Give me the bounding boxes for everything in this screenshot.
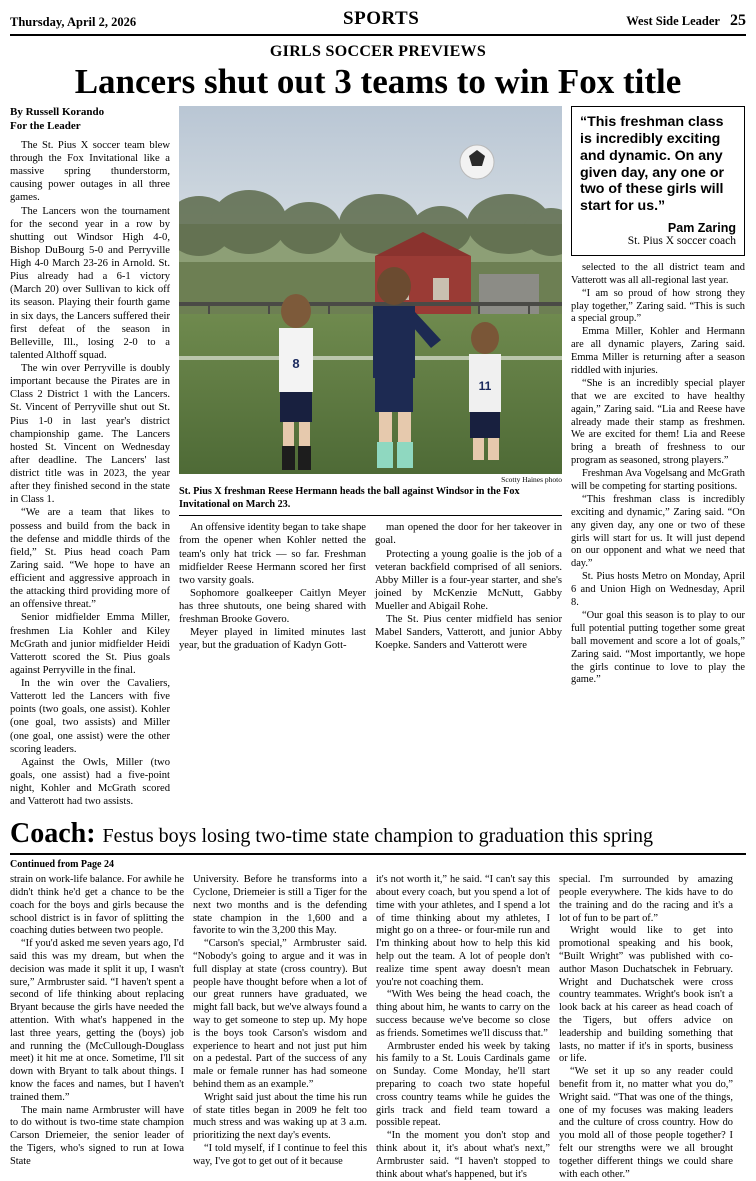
article-column-mid-b [375, 521, 562, 652]
paragraph: “I told myself, if I continue to feel this way, I've got to get out of it because [193, 1143, 367, 1167]
masthead-rule [10, 34, 746, 36]
paragraph: “Our goal this season is to play to our full potential putting together some great ball movement and score a lot of goals,” Zaring said. “Most importantly, we hope the girls continue to love to play the game.” [571, 609, 745, 686]
byline-org: For the Leader [10, 120, 81, 133]
paragraph: “I am so proud of how strong they play together,” Zaring said. “This is such a special group.” [571, 287, 745, 325]
photo-subcolumns [179, 521, 562, 652]
paragraph: “If you'd asked me seven years ago, I'd said this was my dream, but when the decision was made it split it up, I wasn't sure,” Armbruster said. “I haven't spent a second of life thinking about replacing Bryant because the girls have needed the attention. With what's happened in the last three years, getting the (boys) job and running the (McCullough-Douglass meet) it hit me at once. Sometime, I'll sit down with Bryant to talk about things. I know the faces and names, but I haven't trained them.” [10, 938, 184, 1103]
paragraph: Sophomore goalkeeper Caitlyn Meyer has three shutouts, one being shared with freshman Brooke Govero. [179, 587, 366, 626]
pull-quote-box [571, 106, 745, 256]
paragraph: University. Before he transforms into a Cyclone, Driemeier is still a Tiger for the next two months and is the defending state champion in the 1,600 and a favorite to win the 3,200 this May. [193, 874, 367, 937]
paragraph: St. Pius hosts Metro on Monday, April 6 and Union High on Wednesday, April 8. [571, 571, 745, 609]
masthead [0, 0, 756, 34]
paragraph: An offensive identity began to take shape from the opener when Kohler netted the team's only hat trick — so far. Freshman midfielder Reese Hermann scored her first two varsity goals. [179, 522, 366, 586]
article-column-right [571, 106, 745, 808]
paragraph: “She is an incredibly special player that we are excited to have healthy again,” Zaring said. “Lia and Reese have already made their stamp as freshmen. We are excited for them! Lia and Reese bring a breath of freshness to our program as seasoned, strong players.” [571, 377, 745, 467]
paragraph: Wright said just about the time his run of state titles began in 2009 he felt too much stress and was waking up at 3 a.m. prioritizing the next day's events. [193, 1091, 367, 1142]
photo-caption: St. Pius X freshman Reese Hermann heads the ball against Windsor in the Fox Invitational on March 23. [179, 486, 562, 516]
paragraph: The win over Perryville is doubly important because the Pirates are in Class 2 District 1 with the Lancers. St. Vincent of Perryville shut out St. Pius 1-0 in last year's district championship game. The Lancers hosted St. Vincent on Wednesday after deadline. The Lancers' last district title was in 2023, the year after they finished second in the state in Class 1. [10, 363, 170, 506]
article-column-middle [179, 106, 562, 808]
paragraph: In the win over the Cavaliers, Vatterott led the Lancers with five points (two goals, one assist). Kohler (one goal, two assists) and Miller (one goal, one assist) were the other scoring leaders. [10, 678, 170, 755]
paragraph: Emma Miller, Kohler and Hermann are all dynamic players, Zaring said. Emma Miller is returning after a season riddled with injuries. [571, 326, 745, 377]
masthead-section: SPORTS [343, 8, 420, 29]
article-photo [179, 106, 562, 474]
paragraph: it's not worth it,” he said. “I can't say this about every coach, but you spend a lot of time with your athletes, and I spend a lot of time thinking about my athletes, I might go on a three- or four-mile run and I'm thinking about how to help this kid help out the team. A lot of people don't realize time spent away doesn't mean you're not coaching them. [376, 874, 550, 988]
secondary-headline [10, 818, 746, 855]
photo-credit: Scotty Haines photo [501, 475, 562, 485]
masthead-paper-name: West Side Leader [626, 14, 720, 28]
masthead-page-number: 25 [729, 12, 746, 29]
article-column-left [10, 106, 170, 808]
paragraph: Protecting a young goalie is the job of a veteran backfield comprised of all seniors. Abby Miller is a four-year starter, and she's joined by McKenzie McNutt, Gabby Mueller and Abigail Rohe. [375, 548, 562, 613]
paragraph: “We are a team that likes to possess and build from the back in the defense and middle thirds of the field,” St. Pius head coach Pam Zaring said. “We hope to have an efficient and aggressive approach in the attacking third providing more of an offensive threat.” [10, 507, 170, 611]
paragraph: “In the moment you don't stop and think about it, it's about what's next,” Armbruster said. “I haven't stopped to think about what's happened, but it's [376, 1130, 550, 1180]
svg-text:11: 11 [478, 379, 492, 394]
secondary-column-4 [559, 874, 733, 1181]
continued-from: Continued from Page 24 [10, 859, 114, 871]
pull-quote-text: “This freshman class is incredibly exciting and dynamic. On any given day, any one or two of these girls will start for us.” [580, 114, 725, 215]
paragraph: Armbruster ended his week by taking his family to a St. Louis Cardinals game on Sunday. Come Monday, he'll start preparing to coach two state hopeful cross country teams while he guides the girls track and field team toward a possible repeat. [376, 1040, 550, 1129]
paragraph: The St. Pius center midfield has senior Mabel Sanders, Vatterott, and junior Abby Koepke. Sanders and Vatterott were [375, 614, 562, 652]
paragraph: “With Wes being the head coach, the thing about him, he wants to carry on the success because we've become so close as friends. Sometimes we'll discuss that.” [376, 989, 550, 1039]
paragraph: “This freshman class is incredibly exciting and dynamic,” Zaring said. “On any given day, any one or two of these girls will start for us. It will just depend on our opponent and what we need that day.” [571, 493, 745, 570]
soccer-photo-illustration [179, 106, 562, 474]
paragraph: selected to the all district team and Vatterott was all all-regional last year. [571, 261, 745, 286]
article-body [0, 106, 756, 808]
paragraph: Meyer played in limited minutes last year, but the graduation of Kadyn Gott- [179, 627, 366, 652]
paragraph: The Lancers won the tournament for the second year in a row by shutting out Windsor High 4-0, Bishop DuBourg 5-0 and Perryville High 4-0 March 23-26 in Arnold. St. Pius already had a 6-1 victory (March 20) over Sullivan to kick off its season. Playing their fourth game in six days, the Lancers suffered their first defeat of the season in Belleville, Ill., losing 2-0 to a talented Althoff squad. [10, 205, 170, 361]
masthead-date: Thursday, April 2, 2026 [10, 15, 137, 29]
main-headline: Lancers shut out 3 teams to win Fox title [74, 62, 682, 101]
section-kicker: GIRLS SOCCER PREVIEWS [269, 43, 487, 60]
paragraph: Senior midfielder Emma Miller, freshmen Lia Kohler and Kiley McGrath and junior midfielder Heidi Vatterott scored the St. Pius goals against Perryville in the final. [10, 612, 170, 676]
pull-quote-role: St. Pius X soccer coach [627, 234, 736, 247]
paragraph: “Carson's special,” Armbruster said. “Nobody's going to argue and it was in full display at state (cross country). But people have thought before when a lot of our great runners have graduated, we might fall back, but we've always found a way to get someone to step up. My hope is the boys took Carson's wisdom and experience to heart and not just put him on a pedestal. Part of the success of any male or female runner has had someone behind them as an example.” [193, 938, 367, 1091]
secondary-column-2 [193, 874, 367, 1181]
paragraph: Wright would like to get into promotional speaking and his book, “Built Wright” was published with co-author Mason Duchatschek in February. Wright and Duchatschek were cross country teammates. Wright's book isn't a look back at his career as head coach of the Tigers, but offers advice on leadership and building something that lasts, no matter if it's in sports, business or life. [559, 925, 733, 1065]
paragraph: strain on work-life balance. For awhile he didn't think he'd get a chance to be the coach for the boys and girls because the school district is in favor of splitting the coaching duties between two people. [10, 874, 184, 937]
secondary-column-3 [376, 874, 550, 1181]
paragraph: man opened the door for her takeover in goal. [375, 522, 562, 547]
secondary-article-columns [0, 874, 756, 1181]
paragraph: The St. Pius X soccer team blew through the Fox Invitational like a massive spring thunderstorm, causing power outages in all three games. [10, 139, 170, 204]
paragraph: The main name Armbruster will have to do without is two-time state champion Carson Driemeier, the senior leader of the Tigers, who's signed to run at Iowa State [10, 1104, 184, 1167]
article-column-mid-a [179, 521, 366, 652]
paragraph: special. I'm surrounded by amazing people everywhere. The kids have to do the training and do the racing and it's a lot of fun to be part of.” [559, 874, 733, 924]
secondary-column-1 [10, 874, 184, 1181]
svg-text:8: 8 [292, 356, 300, 372]
masthead-right [626, 12, 746, 30]
paragraph: “We set it up so any reader could benefit from it, no matter what you do,” Wright said. “That was one of the things, one of my focuses was making leaders and the culture of cross country. How do you mold all of those people together? I felt our strengths were we all brought together different things we could share with each other.” [559, 1066, 733, 1180]
paragraph: Freshman Ava Vogelsang and McGrath will be competing for starting positions. [571, 468, 745, 493]
secondary-headline-label: Coach: [10, 818, 96, 850]
pull-quote-name: Pam Zaring [667, 220, 736, 235]
byline-author: By Russell Korando [10, 106, 105, 119]
secondary-article [0, 818, 756, 870]
secondary-headline-subhead: Festus boys losing two-time state champion to graduation this spring [102, 825, 654, 848]
paragraph: Against the Owls, Miller (two goals, one assist) had a five-point night, Kohler and McGrath scored and Vatterott had two assists. [10, 756, 170, 808]
byline [10, 106, 170, 134]
